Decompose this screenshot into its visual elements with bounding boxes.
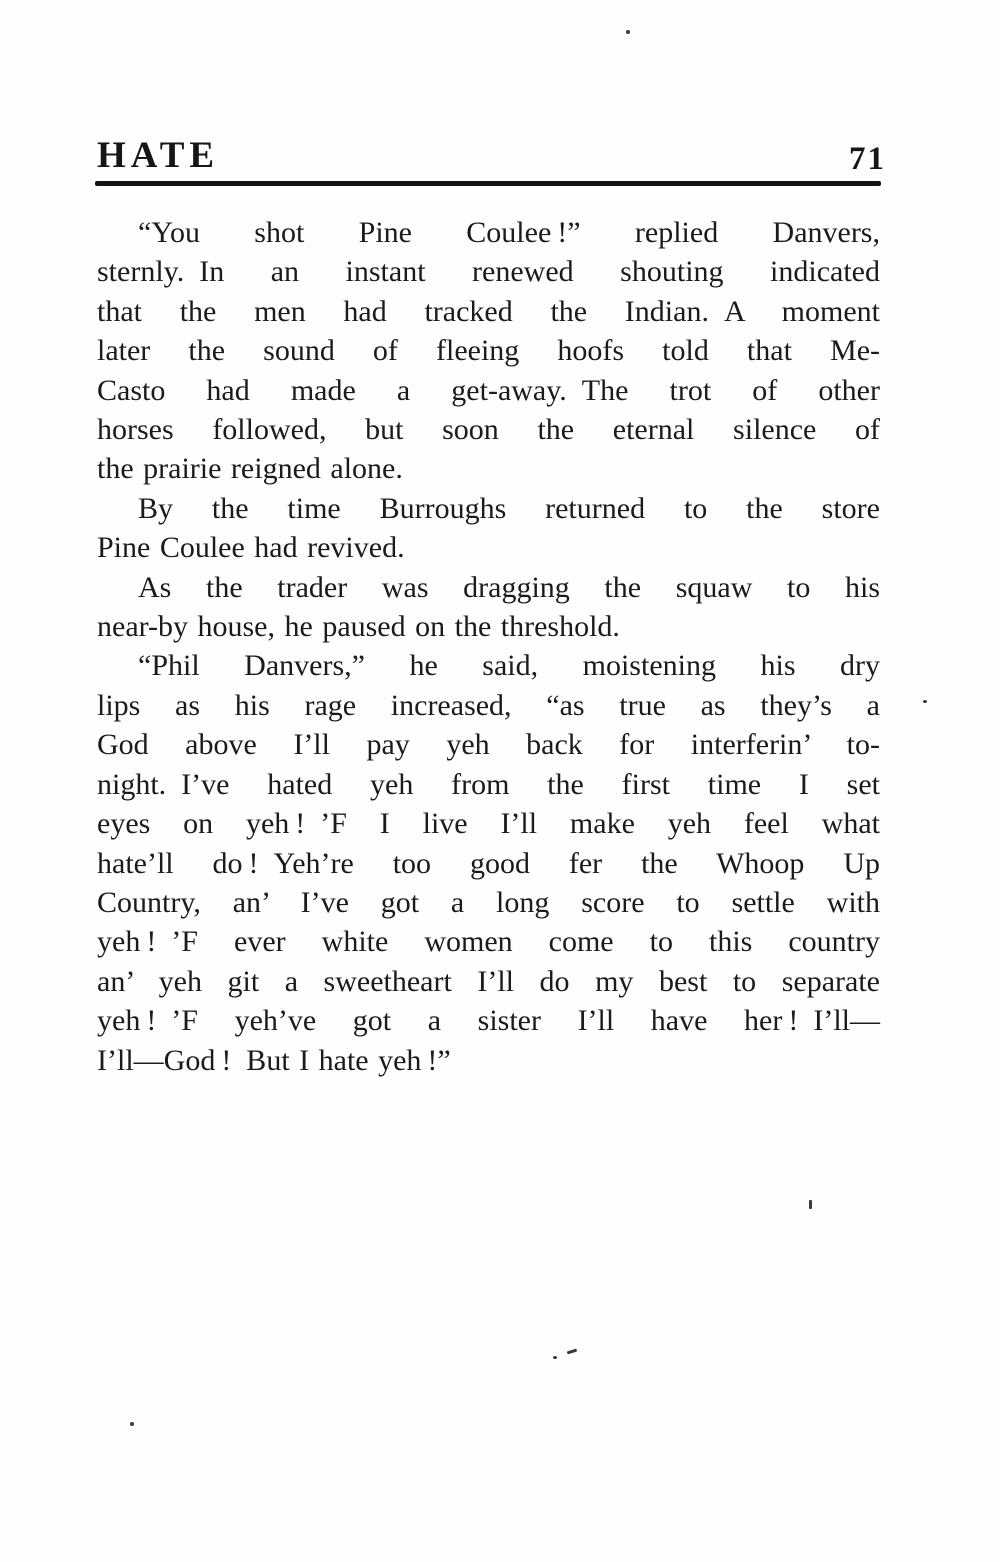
scan-speck: [626, 30, 630, 34]
text-line: later the sound of fleeing hoofs told that Me-: [97, 334, 880, 368]
text-line: yeh ! ’F ever white women come to this country: [97, 925, 880, 959]
text-line: “Phil Danvers,” he said, moistening his dry: [138, 649, 880, 683]
text-line: horses followed, but soon the eternal silence of: [97, 413, 880, 447]
page-body: [97, 213, 880, 1080]
text-line: hate’ll do ! Yeh’re too good fer the Whoop Up: [97, 846, 880, 880]
scan-speck: [553, 1356, 557, 1359]
text-line: Pine Coulee had revived.: [97, 531, 405, 565]
text-line: “You shot Pine Coulee !” replied Danvers,: [138, 216, 880, 249]
scan-speck: [130, 1422, 134, 1426]
text-line: lips as his rage increased, “as true as they’s a: [97, 688, 880, 722]
header-rule: [95, 181, 881, 186]
text-line: near-by house, he paused on the threshold.: [97, 610, 620, 644]
running-head: HATE: [97, 135, 220, 176]
text-line: As the trader was dragging the squaw to his: [138, 570, 880, 604]
text-line: I’ll—God ! But I hate yeh !”: [97, 1043, 451, 1077]
scan-speck: [567, 1349, 577, 1355]
text-line: yeh ! ’F yeh’ve got a sister I’ll have her ! I’ll—: [97, 1004, 880, 1038]
text-line: an’ yeh git a sweetheart I’ll do my best to separate: [97, 964, 880, 998]
text-line: that the men had tracked the Indian. A moment: [97, 294, 880, 328]
text-line: God above I’ll pay yeh back for interferin’ to-: [97, 728, 880, 762]
text-line: By the time Burroughs returned to the store: [138, 491, 880, 525]
text-line: Country, an’ I’ve got a long score to settle with: [97, 885, 880, 919]
page-number: 71: [849, 141, 886, 177]
text-line: night. I’ve hated yeh from the first time I set: [97, 767, 880, 801]
text-line: the prairie reigned alone.: [97, 452, 403, 486]
scan-speck: [809, 1200, 812, 1209]
scan-speck: [923, 700, 927, 703]
text-line: Casto had made a get-away. The trot of other: [97, 373, 880, 407]
text-line: eyes on yeh ! ’F I live I’ll make yeh feel what: [97, 807, 880, 841]
text-line: sternly. In an instant renewed shouting indicated: [97, 255, 880, 289]
